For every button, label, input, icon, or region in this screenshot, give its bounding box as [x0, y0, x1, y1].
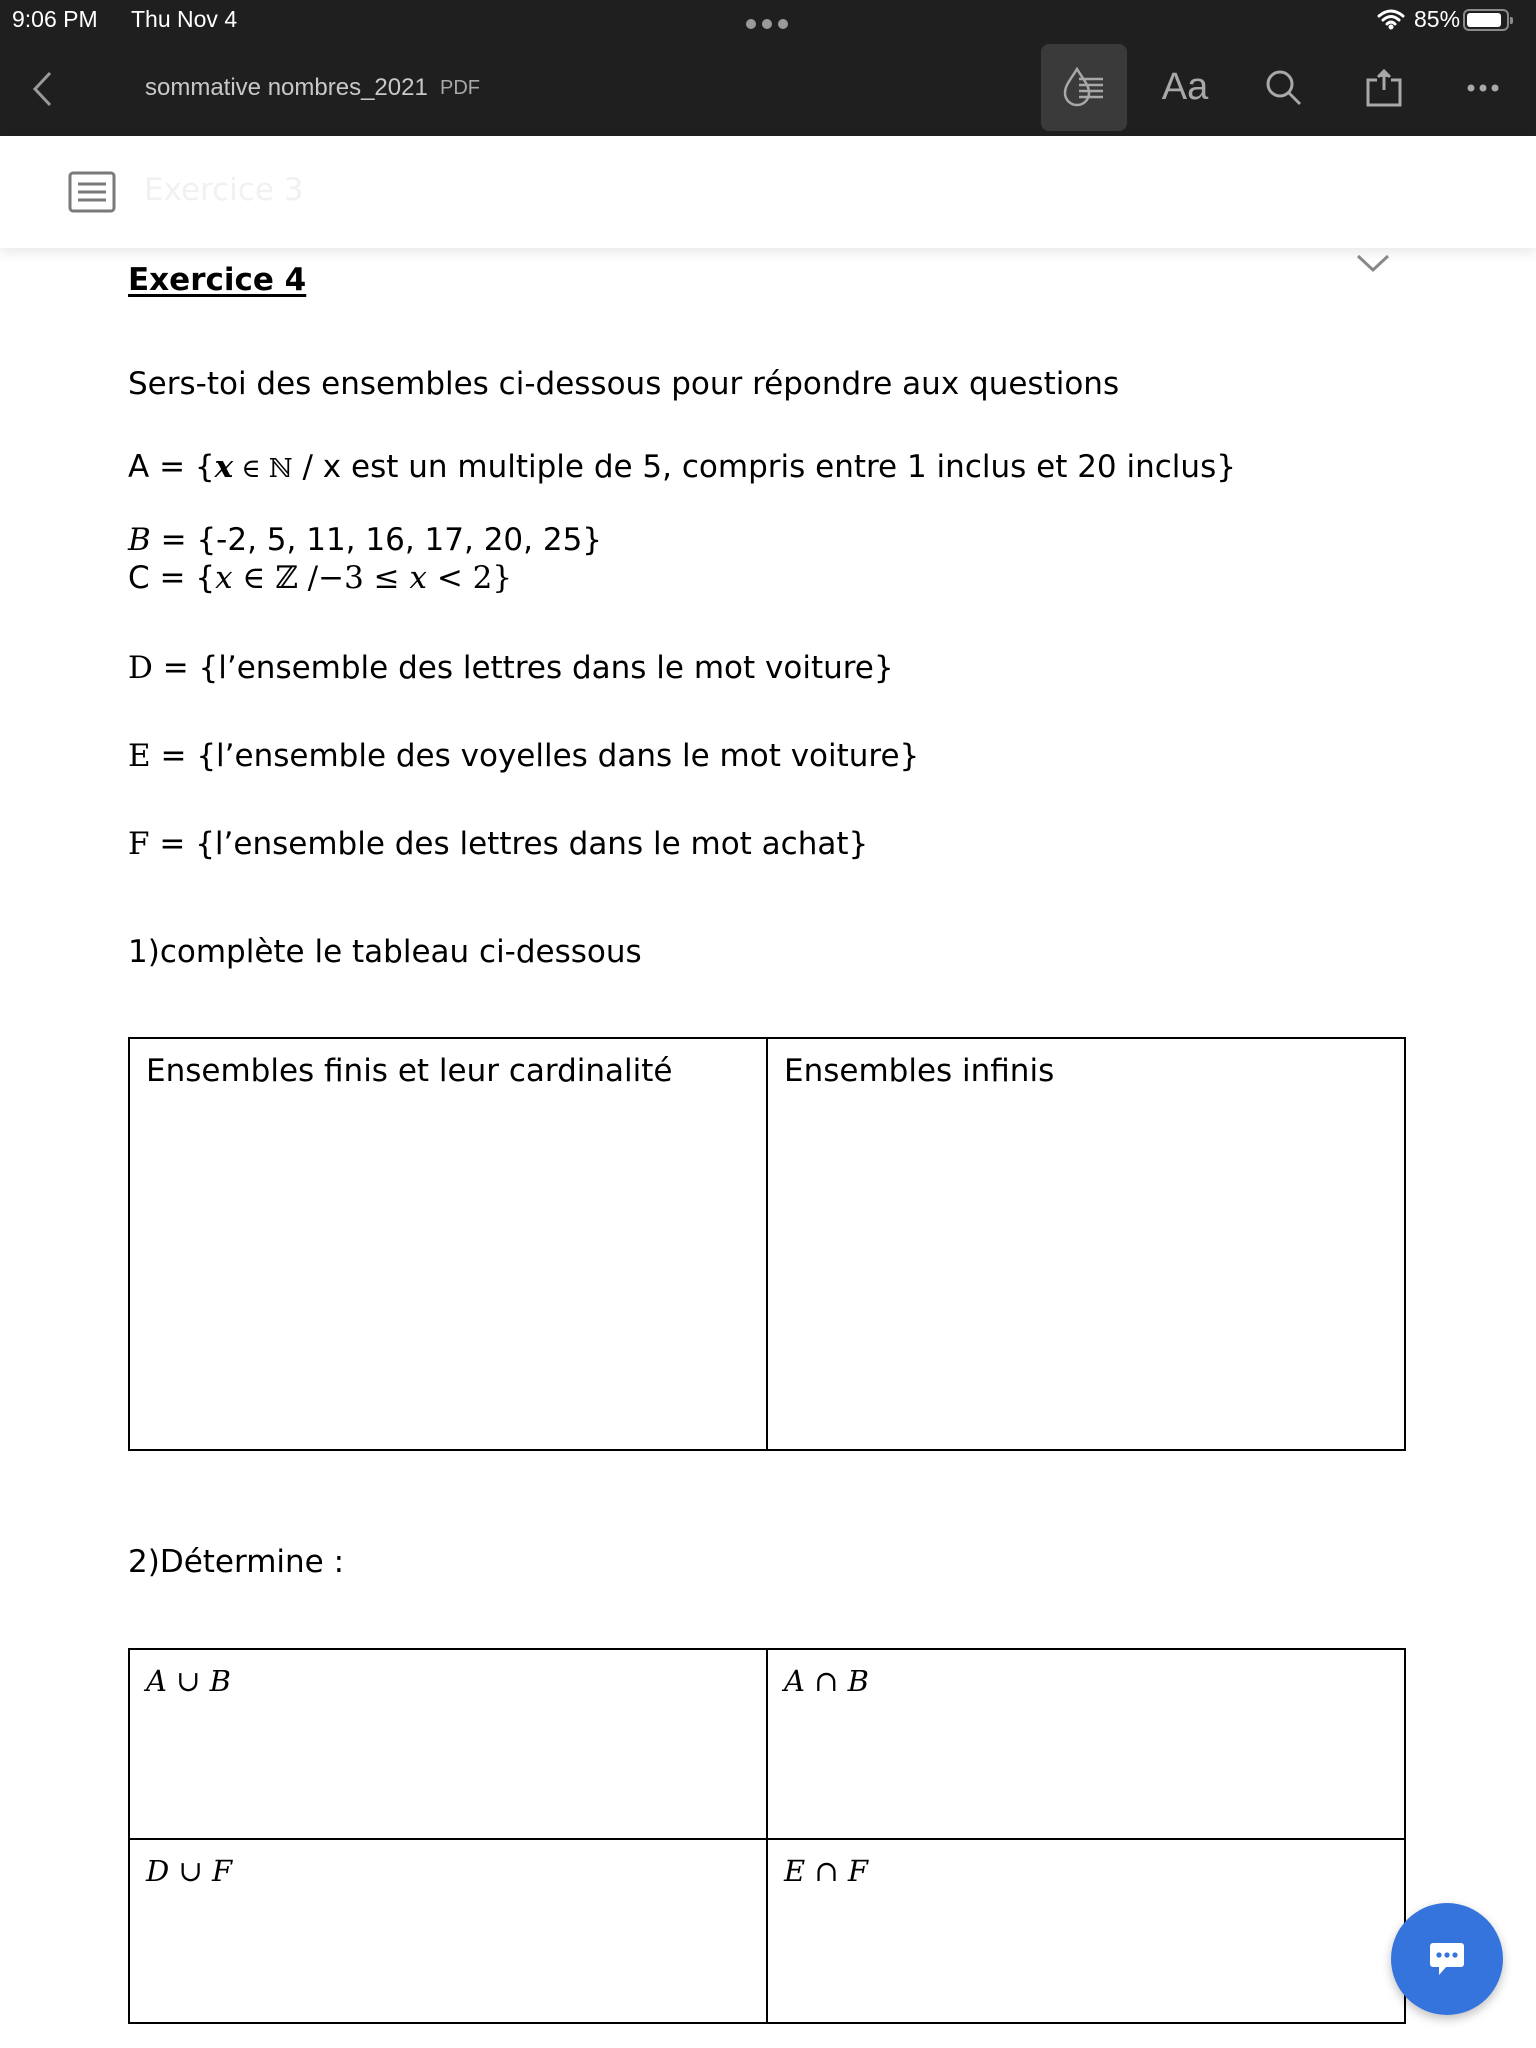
- comment-icon: [1427, 1939, 1467, 1979]
- set-var: x: [215, 560, 233, 596]
- multitasking-handle[interactable]: [746, 19, 788, 29]
- set-name: A: [128, 449, 150, 485]
- infinite-sets-cell: Ensembles infinis: [767, 1038, 1405, 1450]
- set-name: F: [128, 826, 150, 862]
- intersection-e-f-cell: E ∩ F: [767, 1839, 1405, 2023]
- status-date: Thu Nov 4: [131, 6, 238, 32]
- set-rest: = {-2, 5, 11, 16, 17, 20, 25}: [150, 522, 603, 558]
- liquid-mode-icon: [1061, 65, 1107, 111]
- set-eq: = {: [149, 449, 215, 485]
- file-type-label: PDF: [440, 77, 480, 99]
- set-e-definition: [128, 738, 919, 774]
- set-d-definition: [128, 650, 894, 686]
- section-title: Exercice 3: [144, 172, 304, 208]
- set-name: D: [128, 650, 153, 686]
- union-a-b-cell: A ∪ B: [129, 1649, 767, 1839]
- liquid-mode-button[interactable]: [1041, 44, 1127, 131]
- table-of-contents-button[interactable]: [68, 171, 116, 217]
- set-name: E: [128, 738, 151, 774]
- operations-table: [128, 1648, 1406, 2024]
- set-rest: = {l’ensemble des lettres dans le mot voiture}: [152, 650, 894, 686]
- finite-infinite-table: [128, 1037, 1406, 1451]
- set-c-definition: [128, 560, 512, 596]
- intro-text: Sers-toi des ensembles ci-dessous pour répondre aux questions: [128, 366, 1120, 402]
- status-time: 9:06 PM: [12, 6, 98, 32]
- expand-button[interactable]: [1356, 254, 1390, 278]
- intersection-a-b-cell: A ∩ B: [767, 1649, 1405, 1839]
- set-name: B: [128, 522, 151, 558]
- document-title: sommative nombres_2021: [145, 74, 428, 101]
- set-rest: / x est un multiple de 5, compris entre 1 inclus et 20 inclus}: [292, 449, 1236, 485]
- union-d-f-cell: D ∪ F: [129, 1839, 767, 2023]
- set-f-definition: [128, 826, 868, 862]
- set-rest: = {l’ensemble des lettres dans le mot achat}: [149, 826, 869, 862]
- set-b-definition: [128, 522, 602, 558]
- share-icon: [1365, 68, 1403, 108]
- text-size-button[interactable]: [1142, 44, 1228, 131]
- set-condition: ∈ ℤ /−3 ≤: [232, 560, 410, 596]
- share-button[interactable]: [1341, 44, 1427, 131]
- list-icon: [68, 171, 116, 213]
- chevron-down-icon: [1356, 254, 1390, 274]
- top-toolbar: [0, 0, 1536, 136]
- search-button[interactable]: [1241, 44, 1327, 131]
- search-icon: [1264, 68, 1304, 108]
- wifi-icon: [1377, 8, 1405, 34]
- set-a-definition: [128, 449, 1236, 485]
- question-2: 2)Détermine :: [128, 1544, 345, 1580]
- set-rel: ∈ ℕ: [233, 454, 293, 484]
- battery-percent: 85%: [1414, 6, 1461, 32]
- finite-sets-cell: Ensembles finis et leur cardinalité: [129, 1038, 767, 1450]
- exercise-heading: Exercice 4: [128, 262, 307, 298]
- set-eq: = {: [149, 560, 216, 596]
- comment-button[interactable]: [1391, 1903, 1503, 2015]
- set-var: x: [214, 449, 234, 485]
- set-rest: = {l’ensemble des voyelles dans le mot voiture}: [150, 738, 920, 774]
- back-button[interactable]: [30, 70, 54, 112]
- set-var: x: [409, 560, 427, 596]
- set-name: C: [128, 560, 150, 596]
- chevron-left-icon: [30, 70, 54, 108]
- more-icon: [1466, 83, 1500, 93]
- question-1: 1)complète le tableau ci-dessous: [128, 934, 642, 970]
- more-options-button[interactable]: [1440, 44, 1526, 131]
- battery-icon: [1463, 9, 1509, 31]
- text-size-label: Aa: [1161, 66, 1209, 108]
- set-end: < 2}: [427, 560, 513, 596]
